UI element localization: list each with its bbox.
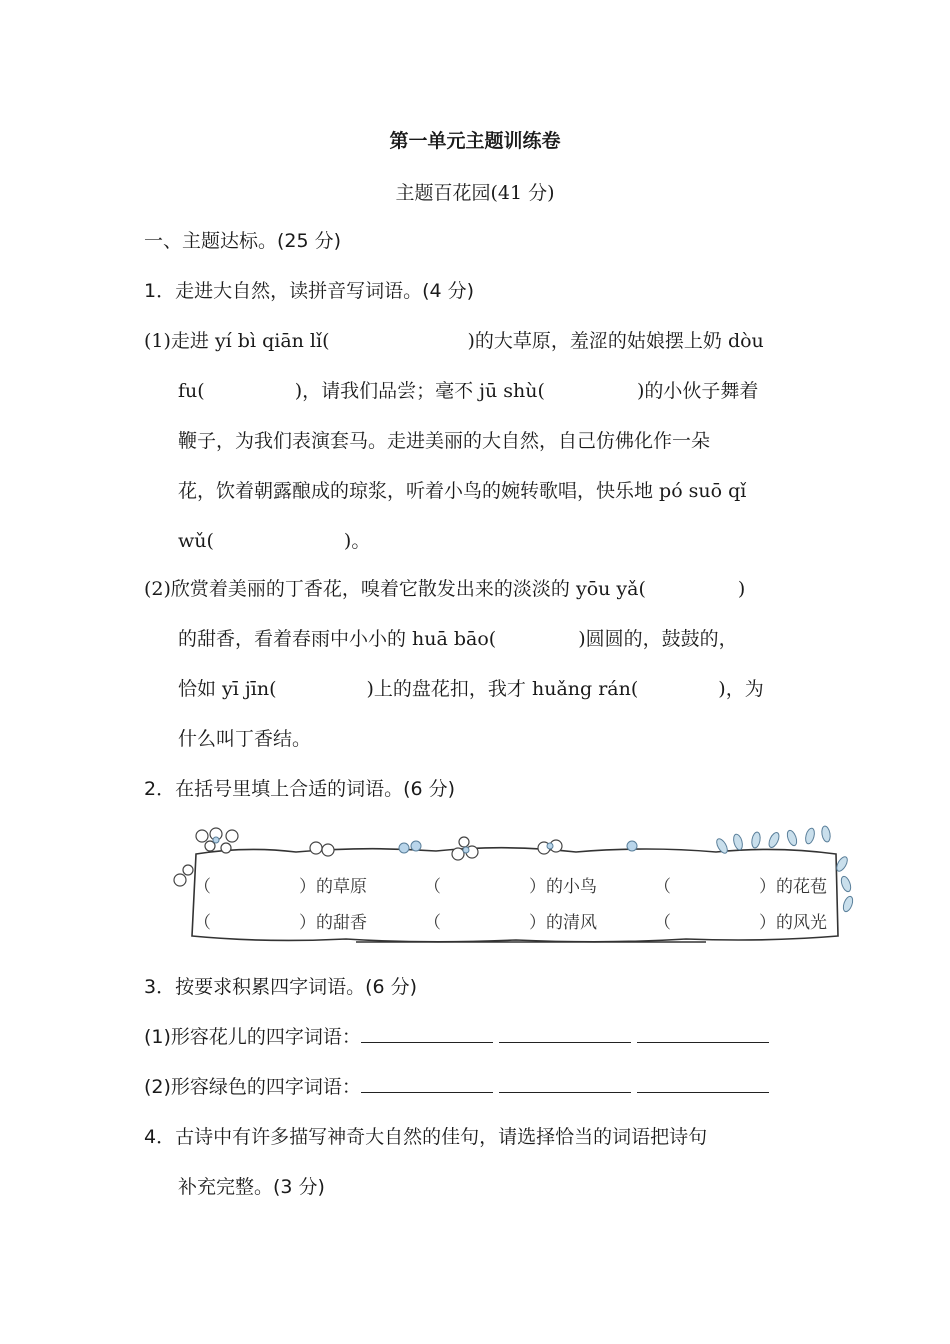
open-paren: （ <box>194 877 211 897</box>
text: )。 <box>343 530 371 552</box>
open-paren: （ <box>654 877 671 897</box>
fill-in-cell[interactable] <box>654 872 827 897</box>
fill-in-cell[interactable] <box>654 908 827 933</box>
fill-in-cell[interactable] <box>194 872 367 897</box>
q1-paragraph1-line2 <box>178 378 758 404</box>
question-4-heading-cont: 补充完整。(3 分) <box>178 1176 325 1198</box>
text: )，请我们品尝；毫不 jū shù( <box>294 380 545 402</box>
q1-paragraph1-line1 <box>144 328 764 354</box>
cell-text: ）的甜香 <box>299 913 367 933</box>
text: )圆圆的，鼓鼓的， <box>578 628 738 650</box>
cell-text: ）的草原 <box>299 877 367 897</box>
text: wǔ( <box>178 530 214 552</box>
q1-paragraph2-line4: 什么叫丁香结。 <box>178 728 312 750</box>
cell-text: ）的风光 <box>759 913 827 933</box>
answer-line[interactable] <box>637 1024 769 1043</box>
answer-line[interactable] <box>637 1074 769 1093</box>
text: (2)形容绿色的四字词语： <box>144 1076 361 1098</box>
text: (2)欣赏着美丽的丁香花，嗅着它散发出来的淡淡的 yōu yǎ( <box>144 578 646 600</box>
text: fu( <box>178 380 205 402</box>
answer-line[interactable] <box>499 1024 631 1043</box>
text: )的大草原，羞涩的姑娘摆上奶 dòu <box>467 330 764 352</box>
fill-in-cell[interactable] <box>424 872 597 897</box>
open-paren: （ <box>194 913 211 933</box>
open-paren: （ <box>424 877 441 897</box>
cell-text: ）的花苞 <box>759 877 827 897</box>
question-2-heading: 2．在括号里填上合适的词语。(6 分) <box>144 778 456 800</box>
q3-item-2 <box>144 1074 769 1100</box>
open-paren: （ <box>654 913 671 933</box>
cell-text: ）的清风 <box>529 913 597 933</box>
q1-paragraph2-line1 <box>144 576 745 602</box>
q1-paragraph2-line3 <box>178 676 764 702</box>
q3-item-1 <box>144 1024 769 1050</box>
answer-line[interactable] <box>361 1024 493 1043</box>
page-subtitle: 主题百花园(41 分) <box>395 182 555 204</box>
question-1-heading: 1．走进大自然，读拼音写词语。(4 分) <box>144 280 475 302</box>
q1-paragraph1-line5 <box>178 528 370 554</box>
fill-in-cell[interactable] <box>194 908 367 933</box>
answer-line[interactable] <box>499 1074 631 1093</box>
cell-text: ）的小鸟 <box>529 877 597 897</box>
text: )，为 <box>718 678 764 700</box>
fill-in-cell[interactable] <box>424 908 597 933</box>
text: ) <box>737 578 746 600</box>
text: 的甜香，看着春雨中小小的 huā bāo( <box>178 628 497 650</box>
text: )上的盘花扣，我才 huǎng rán( <box>366 678 639 700</box>
q1-paragraph2-line2 <box>178 626 738 652</box>
q1-paragraph1-line3: 鞭子，为我们表演套马。走进美丽的大自然，自己仿佛化作一朵 <box>178 430 711 452</box>
open-paren: （ <box>424 913 441 933</box>
question-3-heading: 3．按要求积累四字词语。(6 分) <box>144 976 418 998</box>
text: (1)形容花儿的四字词语： <box>144 1026 361 1048</box>
question-4-heading: 4．古诗中有许多描写神奇大自然的佳句，请选择恰当的词语把诗句 <box>144 1126 708 1148</box>
text: )的小伙子舞着 <box>636 380 759 402</box>
q1-paragraph1-line4: 花，饮着朝露酿成的琼浆，听着小鸟的婉转歌唱，快乐地 pó suō qǐ <box>178 480 747 502</box>
section-heading: 一、主题达标。(25 分) <box>144 230 342 252</box>
flower-border-box <box>166 824 856 950</box>
answer-line[interactable] <box>361 1074 493 1093</box>
page-title: 第一单元主题训练卷 <box>389 130 561 152</box>
text: (1)走进 yí bì qiān lǐ( <box>144 330 330 352</box>
text: 恰如 yī jīn( <box>178 678 277 700</box>
